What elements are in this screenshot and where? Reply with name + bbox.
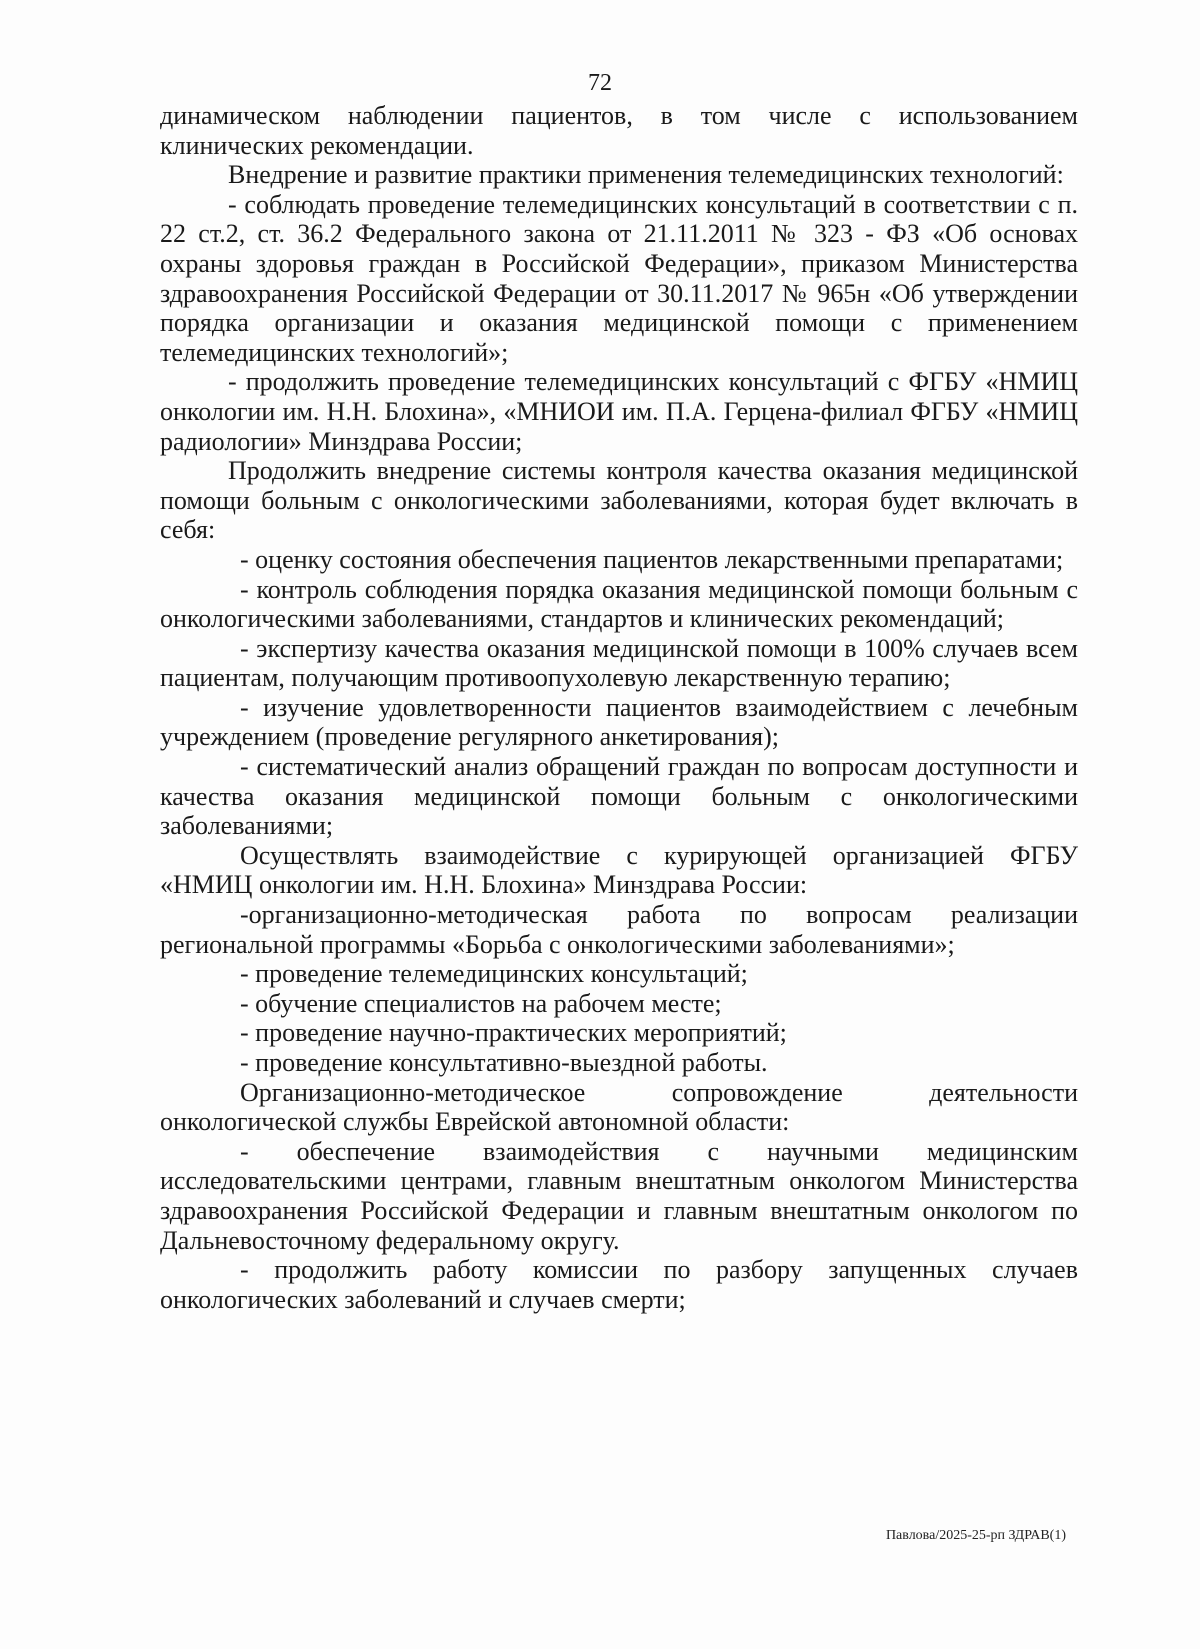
list-item: - контроль соблюдения порядка оказания медицинской помощи больным с онкологическими заболеваниями, стандартов и клинических рекомендаций; xyxy=(160,574,1078,634)
list-item: - изучение удовлетворенности пациентов взаимодействием с лечебным учреждением (проведение регулярного анкетирования); xyxy=(160,692,1078,752)
list-item: - проведение научно-практических мероприятий; xyxy=(240,1018,787,1048)
list-item: - проведение телемедицинских консультаций; xyxy=(240,959,748,989)
paragraph: динамическом наблюдении пациентов, в том числе с использованием клинических рекомендации. xyxy=(160,101,1078,160)
list-item: - соблюдать проведение телемедицинских консультаций в соответствии с п. 22 ст.2, ст. 36.2 Федерального закона от 21.11.2011 № 323 - ФЗ «Об основах охраны здоровья граждан в Российской Федерации», приказом Министерства здравоохранения Российской Федерации от 30.11.2017 № 965н «Об утверждении порядка организации и оказания медицинской помощи с применением телемедицинских технологий»; xyxy=(160,189,1078,367)
list-item: - проведение консультативно-выездной работы. xyxy=(240,1048,768,1077)
list-item: - систематический анализ обращений граждан по вопросам доступности и качества оказания медицинской помощи больным с онкологическими заболеваниями; xyxy=(160,752,1078,841)
list-item: - продолжить работу комиссии по разбору запущенных случаев онкологических заболеваний и случаев смерти; xyxy=(160,1255,1078,1314)
paragraph: Продолжить внедрение системы контроля качества оказания медицинской помощи больным с онкологическими заболеваниями, которая будет включать в себя: xyxy=(160,456,1078,545)
document-body xyxy=(160,101,1078,1314)
paragraph: Организационно-методическое сопровождение деятельности онкологической службы Еврейской автономной области: xyxy=(160,1077,1078,1137)
paragraph: Осуществлять взаимодействие с курирующей организацией ФГБУ «НМИЦ онкологии им. Н.Н. Блохина» Минздрава России: xyxy=(160,840,1078,900)
list-item: - обучение специалистов на рабочем месте; xyxy=(240,988,722,1018)
list-item: - оценку состояния обеспечения пациентов лекарственными препаратами; xyxy=(240,544,1064,574)
paragraph: Внедрение и развитие практики применения телемедицинских технологий: xyxy=(228,160,1064,190)
list-item: -организационно-методическая работа по вопросам реализации региональной программы «Борьба с онкологическими заболеваниями»; xyxy=(160,900,1078,959)
list-item: - экспертизу качества оказания медицинской помощи в 100% случаев всем пациентам, получающим противоопухолевую лекарственную терапию; xyxy=(160,633,1078,693)
page-number: 72 xyxy=(588,70,612,96)
footer-document-code: Павлова/2025-25-рп ЗДРАВ(1) xyxy=(885,1528,1066,1543)
list-item: - продолжить проведение телемедицинских консультаций с ФГБУ «НМИЦ онкологии им. Н.Н. Блохина», «МНИОИ им. П.А. Герцена-филиал ФГБУ «НМИЦ радиологии» Минздрава России; xyxy=(160,367,1078,456)
list-item: - обеспечение взаимодействия с научными медицинским исследовательскими центрами, главным внештатным онкологом Министерства здравоохранения Российской Федерации и главным внештатным онкологом по Дальневосточному федеральному округу. xyxy=(160,1136,1078,1255)
